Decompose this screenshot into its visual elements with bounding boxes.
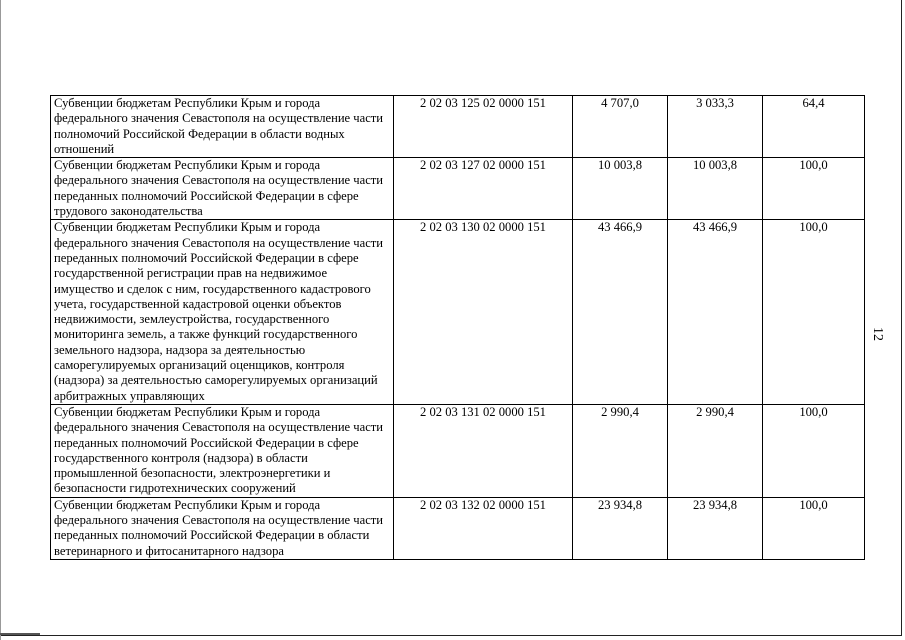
- row-plan-cell: 2 990,4: [573, 404, 668, 497]
- table-row: [51, 158, 865, 220]
- scan-bottom-mark: [0, 633, 40, 635]
- row-percent-cell: 100,0: [763, 158, 865, 220]
- row-code-cell: 2 02 03 125 02 0000 151: [394, 96, 573, 158]
- row-percent-cell: 100,0: [763, 220, 865, 405]
- row-fact-cell: 3 033,3: [668, 96, 763, 158]
- table-row: [51, 96, 865, 158]
- scan-left-edge: [0, 0, 1, 640]
- row-fact-cell: 23 934,8: [668, 497, 763, 559]
- row-name-cell: Субвенции бюджетам Республики Крым и города федерального значения Севастополя на осуществление части переданных полномочий Российской Федерации в сфере государственного контроля (надзора) в области промышленной безопасности, электроэнергетики и безопасности гидротехнических сооружений: [51, 404, 394, 497]
- table-row: [51, 497, 865, 559]
- table-row: [51, 404, 865, 497]
- row-fact-cell: 2 990,4: [668, 404, 763, 497]
- row-name-cell: Субвенции бюджетам Республики Крым и города федерального значения Севастополя на осуществление части переданных полномочий Российской Федерации в сфере государственной регистрации прав на недвижимое имущество и сделок с ним, государственного кадастрового учета, государственной кадастровой оценки объектов недвижимости, землеустройства, государственного мониторинга земель, а также функций государственного земельного надзора, надзора за деятельностью саморегулируемых организаций оценщиков, контроля (надзора) за деятельностью саморегулируемых организаций арбитражных управляющих: [51, 220, 394, 405]
- budget-table: [50, 95, 865, 560]
- row-code-cell: 2 02 03 130 02 0000 151: [394, 220, 573, 405]
- row-plan-cell: 4 707,0: [573, 96, 668, 158]
- row-code-cell: 2 02 03 131 02 0000 151: [394, 404, 573, 497]
- row-percent-cell: 100,0: [763, 497, 865, 559]
- row-code-cell: 2 02 03 127 02 0000 151: [394, 158, 573, 220]
- row-percent-cell: 64,4: [763, 96, 865, 158]
- row-plan-cell: 10 003,8: [573, 158, 668, 220]
- page-number: 12: [870, 327, 885, 341]
- row-percent-cell: 100,0: [763, 404, 865, 497]
- row-code-cell: 2 02 03 132 02 0000 151: [394, 497, 573, 559]
- row-plan-cell: 43 466,9: [573, 220, 668, 405]
- row-name-cell: Субвенции бюджетам Республики Крым и города федерального значения Севастополя на осуществление части полномочий Российской Федерации в области водных отношений: [51, 96, 394, 158]
- table-row: [51, 220, 865, 405]
- row-fact-cell: 43 466,9: [668, 220, 763, 405]
- row-name-cell: Субвенции бюджетам Республики Крым и города федерального значения Севастополя на осуществление части переданных полномочий Российской Федерации в сфере трудового законодательства: [51, 158, 394, 220]
- row-name-cell: Субвенции бюджетам Республики Крым и города федерального значения Севастополя на осуществление части переданных полномочий Российской Федерации в области ветеринарного и фитосанитарного надзора: [51, 497, 394, 559]
- row-plan-cell: 23 934,8: [573, 497, 668, 559]
- row-fact-cell: 10 003,8: [668, 158, 763, 220]
